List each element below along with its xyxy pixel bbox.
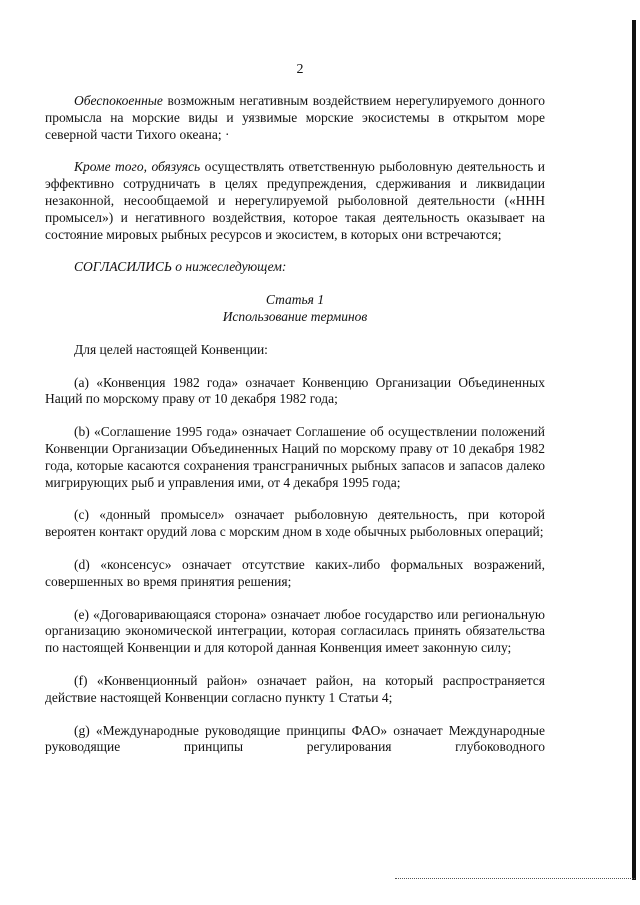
article-title: Использование терминов: [222, 308, 368, 324]
page-number: 2: [296, 62, 304, 77]
definition-e: (e) «Договаривающаяся сторона» означает любое государство или региональную организацию экономической интеграции, которая согласилась принять обязательства по настоящей Конвенции и для которой данная Конвенция имеет законную силу;: [45, 606, 545, 656]
article-heading: [45, 292, 545, 326]
definition-a: (a) «Конвенция 1982 года» означает Конвенцию Организации Объединенных Наций по морскому праву от 10 декабря 1982 года;: [45, 374, 545, 407]
definitions-intro: Для целей настоящей Конвенции:: [74, 341, 268, 357]
definition-f: (f) «Конвенционный район» означает район, на который распространяется действие настоящей Конвенции согласно пункту 1 Статьи 4;: [45, 672, 545, 705]
document-body: [45, 93, 545, 772]
preamble-keyword: Кроме того, обязуясь: [74, 159, 201, 175]
definition-g: (g) «Международные руководящие принципы ФАО» означает Международные руководящие принципы регулирования глубоководного: [45, 722, 545, 755]
preamble-text: возможным негативным воздействием нерегулируемого донного промысла на морские виды и уязвимые морские экосистемы в открытом море северной части Тихого океана; ·: [45, 93, 545, 142]
preamble-paragraph-2: [45, 159, 545, 243]
definition-b: (b) «Соглашение 1995 года» означает Соглашение об осуществлении положений Конвенции Организации Объединенных Наций по морскому праву от 10 декабря 1982 года, которые касаются сохранения трансграничных рыбных запасов и запасов далеко мигрирующих рыб и управления ими, от 4 декабря 1995 года;: [45, 424, 545, 490]
bottom-dotted-rule: [395, 878, 635, 879]
agreement-keyword: СОГЛАСИЛИСЬ о нижеследующем:: [74, 259, 287, 275]
preamble-paragraph-1: [45, 93, 545, 143]
definition-c: (c) «донный промысел» означает рыболовную деятельность, при которой вероятен контакт орудий лова с морским дном в ходе обычных рыболовных операций;: [45, 507, 545, 540]
preamble-keyword: Обеспокоенные: [74, 93, 163, 108]
scan-edge-border: [632, 20, 636, 880]
article-number: Статья 1: [265, 292, 325, 308]
preamble-text: осуществлять ответственную рыболовную деятельность и эффективно сотрудничать в целях предупреждения, сдерживания и ликвидации незаконной, несообщаемой и нерегулируемой рыболовной деятельности («ННН промысел») и негативного воздействия, которое такая деятельность оказывает на состояние мировых рыбных ресурсов и экосистем, в которых они встречаются;: [45, 159, 545, 242]
agreement-clause: [45, 259, 545, 276]
definition-d: (d) «консенсус» означает отсутствие каких-либо формальных возражений, совершенных во время принятия решения;: [45, 556, 545, 589]
